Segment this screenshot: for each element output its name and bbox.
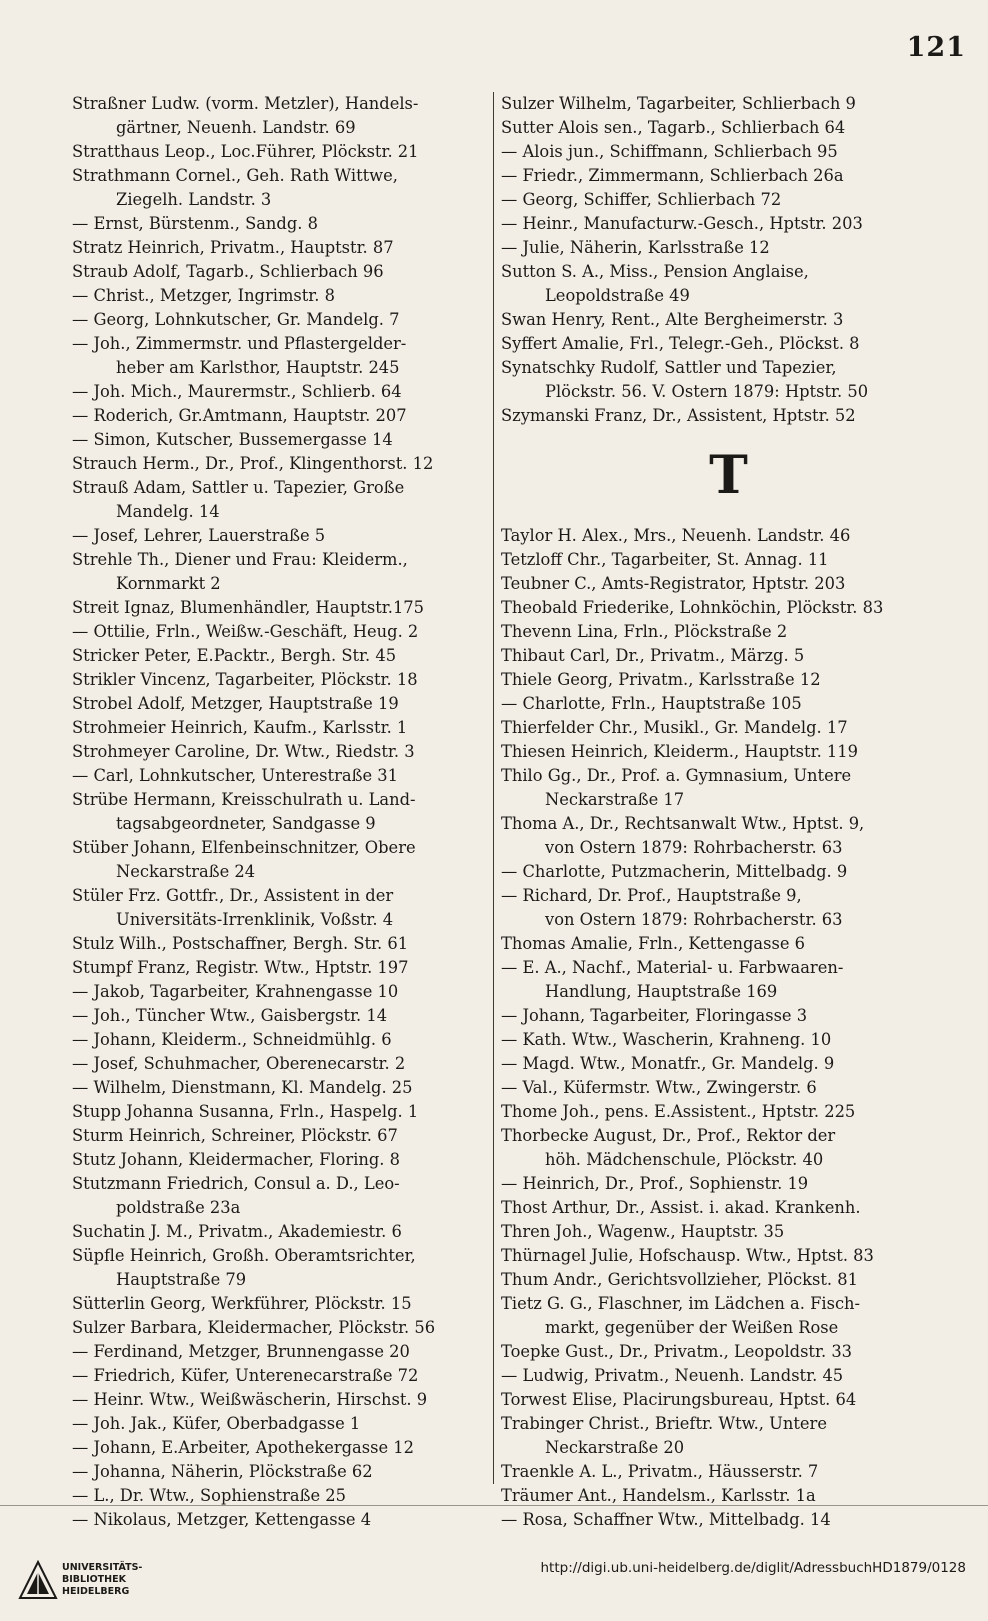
directory-entry: — E. A., Nachf., Material- u. Farbwaaren-	[501, 958, 844, 977]
directory-entry: höh. Mädchenschule, Plöckstr. 40	[545, 1150, 824, 1169]
directory-entry: — Ernst, Bürstenm., Sandg. 8	[72, 214, 318, 233]
directory-entry: — Jakob, Tagarbeiter, Krahnengasse 10	[72, 982, 399, 1001]
directory-entry: — Julie, Näherin, Karlsstraße 12	[501, 238, 770, 257]
directory-entry: Universitäts-Irrenklinik, Voßstr. 4	[116, 910, 394, 929]
directory-entry: Träumer Ant., Handelsm., Karlsstr. 1a	[501, 1486, 816, 1505]
directory-entry: — Kath. Wtw., Wascherin, Krahneng. 10	[501, 1030, 832, 1049]
directory-entry: Thren Joh., Wagenw., Hauptstr. 35	[501, 1222, 785, 1241]
directory-entry: Swan Henry, Rent., Alte Bergheimerstr. 3	[501, 310, 844, 329]
directory-entry: — Heinr. Wtw., Weißwäscherin, Hirschst. 9	[72, 1390, 428, 1409]
library-name-line: BIBLIOTHEK	[62, 1574, 126, 1585]
directory-entry: Theobald Friederike, Lohnköchin, Plöckstr. 83	[501, 598, 884, 617]
directory-entry: Thiele Georg, Privatm., Karlsstraße 12	[501, 670, 821, 689]
directory-entry: Strauß Adam, Sattler u. Tapezier, Große	[72, 478, 405, 497]
directory-entry: — Heinr., Manufacturw.-Gesch., Hptstr. 203	[501, 214, 863, 233]
directory-entry: — Ludwig, Privatm., Neuenh. Landstr. 45	[501, 1366, 844, 1385]
directory-entry: — Joh., Zimmermstr. und Pflastergelder-	[72, 334, 407, 353]
directory-entry: Thiesen Heinrich, Kleiderm., Hauptstr. 119	[501, 742, 859, 761]
directory-entry: Thibaut Carl, Dr., Privatm., Märzg. 5	[501, 646, 805, 665]
directory-entry: Stulz Wilh., Postschaffner, Bergh. Str. 61	[72, 934, 409, 953]
directory-entry: Torwest Elise, Placirungsbureau, Hptst. 64	[501, 1390, 857, 1409]
directory-entry: Sturm Heinrich, Schreiner, Plöckstr. 67	[72, 1126, 398, 1145]
directory-entry: — Nikolaus, Metzger, Kettengasse 4	[72, 1510, 372, 1529]
directory-entry: Stricker Peter, E.Packtr., Bergh. Str. 45	[72, 646, 397, 665]
directory-entry: Neckarstraße 17	[545, 790, 685, 809]
directory-entry: Strohmeier Heinrich, Kaufm., Karlsstr. 1	[72, 718, 408, 737]
directory-entry: Thürnagel Julie, Hofschausp. Wtw., Hptst. 83	[501, 1246, 874, 1265]
footer-divider	[0, 1505, 988, 1506]
directory-entry: — Richard, Dr. Prof., Hauptstraße 9,	[501, 886, 802, 905]
directory-entry: — Josef, Lehrer, Lauerstraße 5	[72, 526, 326, 545]
directory-entry: Tietz G. G., Flaschner, im Lädchen a. Fisch-	[501, 1294, 861, 1313]
directory-entry: Handlung, Hauptstraße 169	[545, 982, 778, 1001]
page-number: 121	[906, 32, 966, 63]
directory-entry: Mandelg. 14	[116, 502, 220, 521]
directory-entry: Sulzer Wilhelm, Tagarbeiter, Schlierbach 9	[501, 94, 856, 113]
directory-entry: — Ottilie, Frln., Weißw.-Geschäft, Heug. 2	[72, 622, 419, 641]
directory-entry: — Christ., Metzger, Ingrimstr. 8	[72, 286, 336, 305]
directory-entry: von Ostern 1879: Rohrbacherstr. 63	[545, 838, 843, 857]
directory-entry: — Heinrich, Dr., Prof., Sophienstr. 19	[501, 1174, 809, 1193]
directory-entry: Sulzer Barbara, Kleidermacher, Plöckstr. 56	[72, 1318, 436, 1337]
directory-entry: Streit Ignaz, Blumenhändler, Hauptstr.175	[72, 598, 425, 617]
directory-entry: Stutz Johann, Kleidermacher, Floring. 8	[72, 1150, 401, 1169]
directory-entry: tagsabgeordneter, Sandgasse 9	[116, 814, 376, 833]
directory-entry: — Simon, Kutscher, Bussemergasse 14	[72, 430, 393, 449]
directory-entry: Thum Andr., Gerichtsvollzieher, Plöckst. 81	[501, 1270, 858, 1289]
library-name-line: HEIDELBERG	[62, 1586, 130, 1597]
directory-entry: — Joh., Tüncher Wtw., Gaisbergstr. 14	[72, 1006, 388, 1025]
directory-entry: — Johann, E.Arbeiter, Apothekergasse 12	[72, 1438, 414, 1457]
directory-entry: Kornmarkt 2	[116, 574, 221, 593]
directory-entry: Süpfle Heinrich, Großh. Oberamtsrichter,	[72, 1246, 416, 1265]
directory-entry: Szymanski Franz, Dr., Assistent, Hptstr. 52	[501, 406, 856, 425]
section-letter-heading: T	[709, 445, 748, 506]
directory-entry: Thorbecke August, Dr., Prof., Rektor der	[501, 1126, 836, 1145]
directory-entry: — Ferdinand, Metzger, Brunnengasse 20	[72, 1342, 410, 1361]
directory-entry: Stüber Johann, Elfenbeinschnitzer, Obere	[72, 838, 416, 857]
directory-entry: Teubner C., Amts-Registrator, Hptstr. 203	[501, 574, 846, 593]
directory-entry: — Magd. Wtw., Monatfr., Gr. Mandelg. 9	[501, 1054, 835, 1073]
directory-entry: Hauptstraße 79	[116, 1270, 247, 1289]
directory-entry: — Val., Küfermstr. Wtw., Zwingerstr. 6	[501, 1078, 817, 1097]
directory-entry: Strehle Th., Diener und Frau: Kleiderm.,	[72, 550, 408, 569]
source-url-link[interactable]: http://digi.ub.uni-heidelberg.de/diglit/AdressbuchHD1879/0128	[540, 1560, 966, 1576]
directory-entry: Stupp Johanna Susanna, Frln., Haspelg. 1	[72, 1102, 419, 1121]
directory-entry: von Ostern 1879: Rohrbacherstr. 63	[545, 910, 843, 929]
directory-entry: heber am Karlsthor, Hauptstr. 245	[116, 358, 400, 377]
directory-entry: — Friedr., Zimmermann, Schlierbach 26a	[501, 166, 844, 185]
directory-entry: — Friedrich, Küfer, Unterenecarstraße 72	[72, 1366, 419, 1385]
directory-entry: Straßner Ludw. (vorm. Metzler), Handels-	[72, 94, 419, 113]
directory-entry: Thomas Amalie, Frln., Kettengasse 6	[501, 934, 806, 953]
library-logo-icon	[18, 1560, 58, 1600]
directory-entry: Sutton S. A., Miss., Pension Anglaise,	[501, 262, 809, 281]
directory-entry: — Carl, Lohnkutscher, Unterestraße 31	[72, 766, 398, 785]
directory-entry: Toepke Gust., Dr., Privatm., Leopoldstr. 33	[501, 1342, 853, 1361]
directory-entry: — Charlotte, Putzmacherin, Mittelbadg. 9	[501, 862, 848, 881]
directory-entry: Taylor H. Alex., Mrs., Neuenh. Landstr. 46	[501, 526, 851, 545]
directory-entry: Strauch Herm., Dr., Prof., Klingenthorst. 12	[72, 454, 434, 473]
directory-entry: Sutter Alois sen., Tagarb., Schlierbach 64	[501, 118, 846, 137]
directory-entry: Plöckstr. 56. V. Ostern 1879: Hptstr. 50	[545, 382, 869, 401]
directory-entry: — Wilhelm, Dienstmann, Kl. Mandelg. 25	[72, 1078, 413, 1097]
directory-entry: — Georg, Lohnkutscher, Gr. Mandelg. 7	[72, 310, 400, 329]
directory-entry: Trabinger Christ., Brieftr. Wtw., Untere	[501, 1414, 827, 1433]
library-name	[62, 1562, 142, 1598]
directory-entry: — Georg, Schiffer, Schlierbach 72	[501, 190, 782, 209]
directory-entry: — Johann, Tagarbeiter, Floringasse 3	[501, 1006, 808, 1025]
directory-entry: — Josef, Schuhmacher, Oberenecarstr. 2	[72, 1054, 406, 1073]
directory-entry: Traenkle A. L., Privatm., Häusserstr. 7	[501, 1462, 819, 1481]
right-column-bottom	[501, 524, 936, 1532]
directory-entry: Strohmeyer Caroline, Dr. Wtw., Riedstr. 3	[72, 742, 415, 761]
directory-entry: — Alois jun., Schiffmann, Schlierbach 95	[501, 142, 838, 161]
directory-entry: Strobel Adolf, Metzger, Hauptstraße 19	[72, 694, 399, 713]
directory-entry: Thoma A., Dr., Rechtsanwalt Wtw., Hptst. 9,	[501, 814, 865, 833]
directory-entry: Tetzloff Chr., Tagarbeiter, St. Annag. 11	[501, 550, 829, 569]
directory-entry: — Johanna, Näherin, Plöckstraße 62	[72, 1462, 373, 1481]
right-column-top	[501, 92, 936, 428]
directory-entry: Ziegelh. Landstr. 3	[116, 190, 272, 209]
directory-entry: Synatschky Rudolf, Sattler und Tapezier,	[501, 358, 837, 377]
directory-entry: Stutzmann Friedrich, Consul a. D., Leo-	[72, 1174, 400, 1193]
directory-entry: — Roderich, Gr.Amtmann, Hauptstr. 207	[72, 406, 407, 425]
directory-entry: Stratz Heinrich, Privatm., Hauptstr. 87	[72, 238, 394, 257]
directory-entry: Neckarstraße 24	[116, 862, 256, 881]
directory-entry: Straub Adolf, Tagarb., Schlierbach 96	[72, 262, 384, 281]
right-column	[501, 92, 936, 1532]
directory-entry: — Johann, Kleiderm., Schneidmühlg. 6	[72, 1030, 392, 1049]
directory-entry: — L., Dr. Wtw., Sophienstraße 25	[72, 1486, 346, 1505]
directory-entry: — Rosa, Schaffner Wtw., Mittelbadg. 14	[501, 1510, 831, 1529]
directory-entry: — Joh. Mich., Maurermstr., Schlierb. 64	[72, 382, 402, 401]
directory-entry: Thierfelder Chr., Musikl., Gr. Mandelg. 17	[501, 718, 848, 737]
directory-entry: Thost Arthur, Dr., Assist. i. akad. Krankenh.	[501, 1198, 861, 1217]
directory-entry: Strathmann Cornel., Geh. Rath Wittwe,	[72, 166, 398, 185]
directory-entry: Suchatin J. M., Privatm., Akademiestr. 6	[72, 1222, 402, 1241]
directory-entry: Strübe Hermann, Kreisschulrath u. Land-	[72, 790, 416, 809]
directory-entry: Stumpf Franz, Registr. Wtw., Hptstr. 197	[72, 958, 409, 977]
directory-entry: Stüler Frz. Gottfr., Dr., Assistent in der	[72, 886, 394, 905]
left-column	[72, 92, 512, 1532]
library-name-line: UNIVERSITÄTS-	[62, 1562, 143, 1573]
directory-entry: Thilo Gg., Dr., Prof. a. Gymnasium, Untere	[501, 766, 852, 785]
directory-entry: Thevenn Lina, Frln., Plöckstraße 2	[501, 622, 788, 641]
directory-entry: Strikler Vincenz, Tagarbeiter, Plöckstr. 18	[72, 670, 418, 689]
directory-entry: Stratthaus Leop., Loc.Führer, Plöckstr. 21	[72, 142, 419, 161]
directory-entry: — Joh. Jak., Küfer, Oberbadgasse 1	[72, 1414, 361, 1433]
directory-entry: Sütterlin Georg, Werkführer, Plöckstr. 15	[72, 1294, 412, 1313]
directory-entry: gärtner, Neuenh. Landstr. 69	[116, 118, 356, 137]
directory-entry: Syffert Amalie, Frl., Telegr.-Geh., Plöckst. 8	[501, 334, 860, 353]
directory-entry: — Charlotte, Frln., Hauptstraße 105	[501, 694, 802, 713]
directory-entry: markt, gegenüber der Weißen Rose	[545, 1318, 839, 1337]
directory-entry: poldstraße 23a	[116, 1198, 241, 1217]
directory-entry: Thome Joh., pens. E.Assistent., Hptstr. 225	[501, 1102, 856, 1121]
directory-entry: Neckarstraße 20	[545, 1438, 685, 1457]
directory-entry: Leopoldstraße 49	[545, 286, 690, 305]
